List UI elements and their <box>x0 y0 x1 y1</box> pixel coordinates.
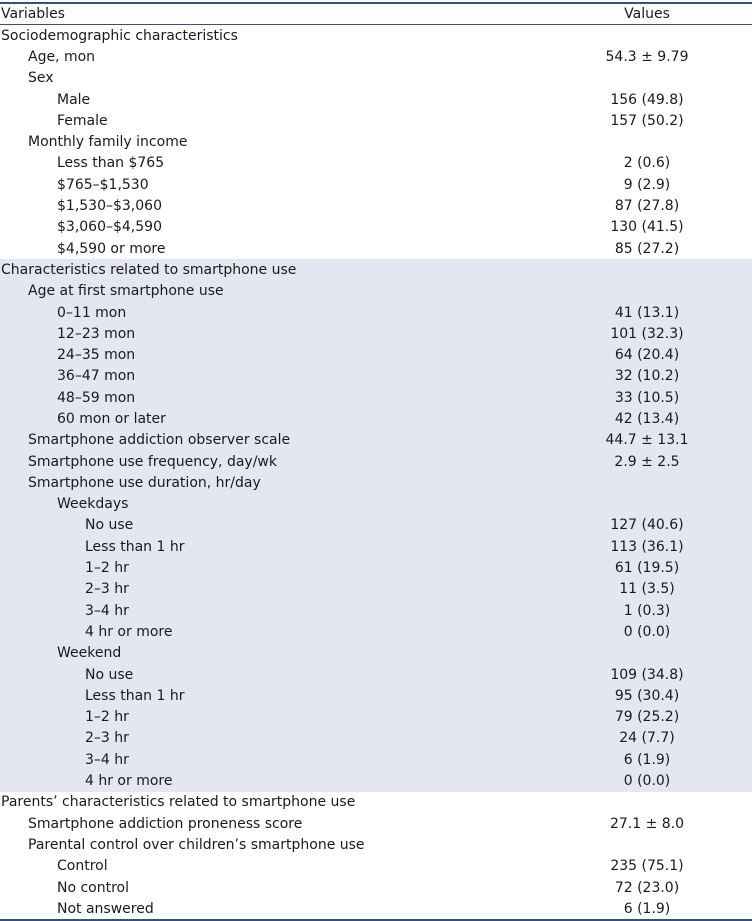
row-value: 0 (0.0) <box>623 773 671 790</box>
row-label: $765–$1,530 <box>57 176 149 193</box>
table-row <box>0 217 752 238</box>
row-label: 0–11 mon <box>57 304 127 321</box>
table-row <box>0 302 752 323</box>
row-label: $3,060–$4,590 <box>57 219 162 236</box>
row-label: 60 mon or later <box>57 410 166 427</box>
row-label: 3–4 hr <box>85 751 129 768</box>
table-row <box>0 259 752 280</box>
row-value: 1 (0.3) <box>623 602 671 619</box>
header-values: Values <box>624 6 670 22</box>
row-label: No use <box>85 517 134 534</box>
row-value: 42 (13.4) <box>614 410 680 427</box>
row-label: 2–3 hr <box>85 730 129 747</box>
table-row <box>0 195 752 216</box>
row-value: 130 (41.5) <box>610 219 684 236</box>
row-value: 2 (0.6) <box>623 155 671 172</box>
table-row <box>0 536 752 557</box>
row-label: 2–3 hr <box>85 581 129 598</box>
table-row <box>0 408 752 429</box>
row-value: 6 (1.9) <box>623 900 671 917</box>
table-row <box>0 515 752 536</box>
row-value: 6 (1.9) <box>623 751 671 768</box>
table-row <box>0 110 752 131</box>
row-value: 101 (32.3) <box>610 325 684 342</box>
row-value: 156 (49.8) <box>610 91 684 108</box>
row-value: 27.1 ± 8.0 <box>609 815 685 832</box>
row-value: 0 (0.0) <box>623 623 671 640</box>
table-row <box>0 749 752 770</box>
row-label: 1–2 hr <box>85 560 129 577</box>
row-label: Weekend <box>57 645 122 662</box>
row-value: 9 (2.9) <box>623 176 671 193</box>
row-label: 4 hr or more <box>85 623 173 640</box>
table-row <box>0 770 752 791</box>
row-label: $1,530–$3,060 <box>57 198 162 215</box>
row-label: Male <box>57 91 91 108</box>
row-label: Sociodemographic characteristics <box>1 27 238 44</box>
table-row <box>0 46 752 67</box>
row-value: 41 (13.1) <box>614 304 680 321</box>
row-label: 1–2 hr <box>85 709 129 726</box>
row-label: Parents’ characteristics related to smartphone use <box>1 794 356 811</box>
row-value: 54.3 ± 9.79 <box>605 48 689 65</box>
table-row <box>0 430 752 451</box>
row-label: No control <box>57 879 130 896</box>
table-row <box>0 834 752 855</box>
row-label: Control <box>57 858 108 875</box>
row-label: Less than $765 <box>57 155 165 172</box>
table-row <box>0 898 752 919</box>
header-variables: Variables <box>1 6 65 22</box>
table-row <box>0 643 752 664</box>
table-row <box>0 68 752 89</box>
row-label: 4 hr or more <box>85 773 173 790</box>
table-row <box>0 323 752 344</box>
row-value: 44.7 ± 13.1 <box>605 432 689 449</box>
table-row <box>0 366 752 387</box>
row-label: Smartphone addiction observer scale <box>28 432 291 449</box>
row-value: 2.9 ± 2.5 <box>614 453 680 470</box>
row-value: 87 (27.8) <box>614 198 680 215</box>
row-value: 79 (25.2) <box>614 709 680 726</box>
row-label: Age at first smartphone use <box>28 283 224 300</box>
row-label: 3–4 hr <box>85 602 129 619</box>
row-label: Smartphone use duration, hr/day <box>28 474 261 491</box>
row-label: 12–23 mon <box>57 325 136 342</box>
table-row <box>0 707 752 728</box>
row-value: 61 (19.5) <box>614 560 680 577</box>
row-value: 11 (3.5) <box>619 581 675 598</box>
row-value: 95 (30.4) <box>614 687 680 704</box>
table-row <box>0 281 752 302</box>
row-label: Age, mon <box>28 48 96 65</box>
row-label: Female <box>57 112 108 129</box>
table-row <box>0 89 752 110</box>
table-row <box>0 664 752 685</box>
table-row <box>0 728 752 749</box>
row-label: Monthly family income <box>28 134 188 151</box>
row-value: 32 (10.2) <box>614 368 680 385</box>
table-row <box>0 557 752 578</box>
row-label: No use <box>85 666 134 683</box>
row-value: 235 (75.1) <box>610 858 684 875</box>
characteristics-table <box>0 2 752 921</box>
table-row <box>0 494 752 515</box>
row-label: Characteristics related to smartphone use <box>1 261 297 278</box>
table-row <box>0 344 752 365</box>
table-row <box>0 813 752 834</box>
row-label: Not answered <box>57 900 154 917</box>
table-header <box>0 4 752 25</box>
table-row <box>0 174 752 195</box>
row-value: 72 (23.0) <box>614 879 680 896</box>
table-row <box>0 685 752 706</box>
row-label: $4,590 or more <box>57 240 166 257</box>
table-row <box>0 25 752 46</box>
table-row <box>0 153 752 174</box>
table-body <box>0 25 752 919</box>
table-row <box>0 238 752 259</box>
row-value: 85 (27.2) <box>614 240 680 257</box>
table-row <box>0 451 752 472</box>
row-label: 36–47 mon <box>57 368 136 385</box>
row-label: Parental control over children’s smartphone use <box>28 836 365 853</box>
row-label: Less than 1 hr <box>85 687 185 704</box>
row-label: Weekdays <box>57 496 129 513</box>
row-label: Smartphone use frequency, day/wk <box>28 453 277 470</box>
table-row <box>0 472 752 493</box>
row-value: 127 (40.6) <box>610 517 684 534</box>
row-label: Smartphone addiction proneness score <box>28 815 303 832</box>
table-row <box>0 387 752 408</box>
table-row <box>0 131 752 152</box>
row-value: 113 (36.1) <box>610 538 684 555</box>
table-row <box>0 621 752 642</box>
row-value: 157 (50.2) <box>610 112 684 129</box>
row-value: 33 (10.5) <box>614 389 680 406</box>
table-row <box>0 579 752 600</box>
table-row <box>0 792 752 813</box>
row-label: Less than 1 hr <box>85 538 185 555</box>
row-label: 24–35 mon <box>57 347 136 364</box>
row-value: 109 (34.8) <box>610 666 684 683</box>
row-label: Sex <box>28 70 54 87</box>
row-value: 64 (20.4) <box>614 347 680 364</box>
row-value: 24 (7.7) <box>619 730 675 747</box>
table-row <box>0 856 752 877</box>
table-row <box>0 877 752 898</box>
row-label: 48–59 mon <box>57 389 136 406</box>
table-row <box>0 600 752 621</box>
